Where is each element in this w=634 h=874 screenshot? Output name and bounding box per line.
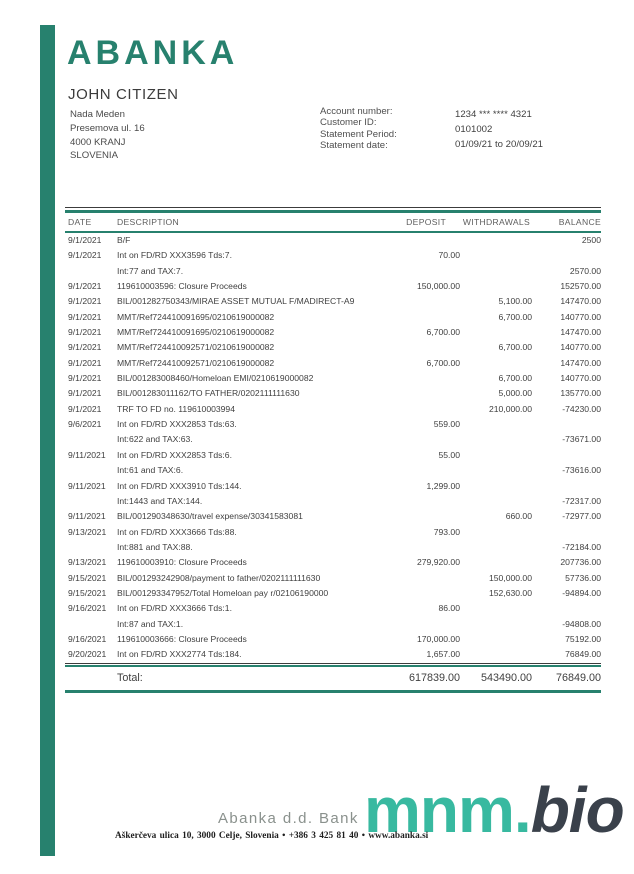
table-row: [65, 371, 601, 386]
cell-deposit: 559.00: [433, 419, 460, 430]
cell-description: [117, 340, 372, 355]
cell-date: 9/11/2021: [68, 511, 106, 522]
cell-deposit: 1,299.00: [426, 480, 460, 491]
cell-balance: -74230.00: [562, 403, 601, 414]
cell-date: 9/1/2021: [68, 403, 102, 414]
cell-deposit: 6,700.00: [426, 357, 460, 368]
cell-date: 9/1/2021: [68, 311, 102, 322]
cell-balance: -94808.00: [562, 618, 601, 629]
table-row: [65, 479, 601, 510]
description-line-1: Int on FD/RD XXX2853 Tds:6.: [117, 449, 232, 460]
description-line-1: 119610003910: Closure Proceeds: [117, 557, 247, 568]
cell-balance: 207736.00: [560, 557, 601, 568]
cell-balance: 76849.00: [565, 649, 601, 660]
total-withdrawals: 543490.00: [480, 671, 532, 684]
col-header-date: DATE: [68, 217, 92, 227]
table-row: [65, 601, 601, 632]
cell-date: 9/16/2021: [68, 603, 107, 614]
table-row: [65, 525, 601, 556]
col-header-deposit: DEPOSIT: [406, 217, 446, 227]
description-line-2: Int:622 and TAX:63.: [117, 434, 193, 445]
cell-description: [117, 586, 372, 601]
cell-balance: -72977.00: [562, 511, 601, 522]
description-line-1: BIL/001283011162/TO FATHER/0202111111630: [117, 388, 300, 399]
cell-date: 9/1/2021: [68, 342, 102, 353]
cell-withdrawal: 210,000.00: [488, 403, 532, 414]
transactions-table: [65, 207, 601, 693]
table-row: [65, 386, 601, 401]
cell-balance: 75192.00: [565, 633, 601, 644]
cell-description: [117, 555, 372, 570]
cell-deposit: 170,000.00: [416, 633, 460, 644]
description-line-2: Int:61 and TAX:6.: [117, 465, 184, 476]
cell-deposit: 150,000.00: [416, 281, 460, 292]
account-info-value: 0101002: [455, 124, 493, 136]
account-info-label: Statement Period:: [320, 128, 397, 140]
cell-date: 9/6/2021: [68, 419, 102, 430]
cell-balance: 147470.00: [560, 296, 601, 307]
cell-balance: -72184.00: [562, 541, 601, 552]
total-balance: 76849.00: [555, 671, 601, 684]
cell-date: 9/16/2021: [68, 633, 107, 644]
cell-balance: -72317.00: [562, 495, 601, 506]
cell-description: [117, 402, 372, 417]
col-header-balance: BALANCE: [558, 217, 601, 227]
description-line-1: 119610003666: Closure Proceeds: [117, 633, 247, 644]
cell-date: 9/1/2021: [68, 281, 102, 292]
cell-date: 9/15/2021: [68, 572, 107, 583]
cell-balance: 147470.00: [560, 357, 601, 368]
cell-date: 9/1/2021: [68, 357, 102, 368]
cell-withdrawal: 660.00: [505, 511, 532, 522]
address-line: SLOVENIA: [70, 150, 118, 162]
col-header-withdrawals: WITHDRAWALS: [462, 217, 530, 227]
footer-address: Aškerčeva ulica 10, 3000 Celje, Slovenia • +386 3 425 81 40 • www.abanka.si: [115, 831, 429, 841]
cell-date: 9/1/2021: [68, 327, 102, 338]
cell-description: [117, 647, 372, 662]
description-line-1: MMT/Ref724410092571/0210619000082: [117, 342, 275, 353]
description-line-1: MMT/Ref724410092571/0210619000082: [117, 357, 275, 368]
cell-date: 9/13/2021: [68, 526, 107, 537]
cell-date: 9/11/2021: [68, 449, 106, 460]
description-line-1: 119610003596: Closure Proceeds: [117, 281, 247, 292]
cell-description: [117, 417, 372, 448]
cell-balance: 147470.00: [560, 327, 601, 338]
table-row: [65, 248, 601, 279]
cell-balance: -73671.00: [562, 434, 601, 445]
cell-description: [117, 601, 372, 632]
table-row: [65, 294, 601, 309]
cell-withdrawal: 5,100.00: [498, 296, 532, 307]
cell-description: [117, 325, 372, 340]
cell-date: 9/11/2021: [68, 480, 106, 491]
description-line-1: Int on FD/RD XXX3666 Tds:88.: [117, 526, 237, 537]
cell-description: [117, 525, 372, 556]
cell-balance: 57736.00: [565, 572, 601, 583]
address-line: 4000 KRANJ: [70, 136, 126, 148]
description-line-2: Int:881 and TAX:88.: [117, 541, 193, 552]
cell-date: 9/15/2021: [68, 587, 107, 598]
table-row: [65, 647, 601, 662]
table-row: [65, 571, 601, 586]
table-row: [65, 402, 601, 417]
description-line-1: Int on FD/RD XXX2853 Tds:63.: [117, 419, 237, 430]
cell-balance: 152570.00: [560, 281, 601, 292]
cell-balance: 140770.00: [560, 311, 601, 322]
cell-description: [117, 371, 372, 386]
table-row: [65, 356, 601, 371]
cell-date: 9/1/2021: [68, 373, 102, 384]
cell-description: [117, 509, 372, 524]
account-info-labels: [320, 106, 450, 151]
cell-balance: 2570.00: [569, 265, 601, 276]
cell-balance: 140770.00: [560, 342, 601, 353]
watermark-bio: bio: [530, 774, 624, 846]
account-info-value: 1234 *** **** 4321: [455, 109, 532, 120]
cell-withdrawal: 150,000.00: [488, 572, 532, 583]
cell-withdrawal: 6,700.00: [498, 342, 532, 353]
table-row: [65, 417, 601, 448]
cell-description: [117, 294, 372, 309]
cell-balance: 140770.00: [560, 373, 601, 384]
address-line: Nada Meden: [70, 109, 125, 120]
description-line-1: BIL/001293347952/Total Homeloan pay r/02106190000: [117, 587, 329, 598]
table-bottom-rule: [65, 690, 601, 693]
cell-description: [117, 279, 372, 294]
cell-description: [117, 571, 372, 586]
total-label: Total:: [117, 671, 143, 684]
cell-balance: -94894.00: [562, 587, 601, 598]
cell-description: [117, 632, 372, 647]
cell-description: [117, 479, 372, 510]
address-line: Presemova ul. 16: [70, 122, 145, 134]
cell-deposit: 6,700.00: [426, 327, 460, 338]
customer-address: [70, 108, 145, 163]
description-line-1: TRF TO FD no. 119610003994: [117, 403, 235, 414]
cell-date: 9/20/2021: [68, 649, 107, 660]
description-line-1: BIL/001283008460/Homeloan EMI/0210619000082: [117, 373, 314, 384]
account-info-value: 01/09/21 to 20/09/21: [455, 139, 544, 151]
account-info-values: [455, 107, 625, 153]
description-line-2: Int:87 and TAX:1.: [117, 618, 184, 629]
account-info-label: Account number:: [320, 106, 393, 117]
cell-deposit: 279,920.00: [416, 557, 460, 568]
description-line-2: Int:1443 and TAX:144.: [117, 495, 203, 506]
cell-date: 9/13/2021: [68, 557, 107, 568]
account-info-label: Customer ID:: [320, 117, 377, 129]
cell-description: [117, 386, 372, 401]
table-row: [65, 448, 601, 479]
cell-withdrawal: 152,630.00: [488, 587, 532, 598]
cell-withdrawal: 5,000.00: [498, 388, 532, 399]
cell-deposit: 793.00: [433, 526, 460, 537]
table-row: [65, 279, 601, 294]
cell-date: 9/1/2021: [68, 296, 102, 307]
table-rows: [65, 233, 601, 663]
cell-description: [117, 310, 372, 325]
brand-accent-bar: [40, 25, 55, 856]
description-line-1: Int on FD/RD XXX3910 Tds:144.: [117, 480, 242, 491]
description-line-1: MMT/Ref724410091695/0210619000082: [117, 311, 275, 322]
cell-description: [117, 248, 372, 279]
total-deposit: 617839.00: [408, 671, 460, 684]
cell-date: 9/1/2021: [68, 250, 102, 261]
table-row: [65, 233, 601, 248]
cell-description: [117, 356, 372, 371]
cell-date: 9/1/2021: [68, 388, 102, 399]
cell-balance: -73616.00: [562, 465, 601, 476]
cell-balance: 135770.00: [560, 388, 601, 399]
cell-deposit: 86.00: [438, 603, 460, 614]
description-line-1: B/F: [117, 235, 131, 245]
customer-name: JOHN CITIZEN: [68, 86, 179, 103]
cell-balance: 2500: [581, 235, 601, 245]
table-row: [65, 555, 601, 570]
total-row: [65, 667, 601, 690]
table-row: [65, 310, 601, 325]
cell-deposit: 55.00: [438, 449, 460, 460]
cell-description: [117, 233, 372, 248]
table-row: [65, 340, 601, 355]
cell-description: [117, 448, 372, 479]
table-row: [65, 325, 601, 340]
table-row: [65, 632, 601, 647]
description-line-2: Int:77 and TAX:7.: [117, 265, 184, 276]
cell-withdrawal: 6,700.00: [498, 311, 532, 322]
table-header-row: [65, 213, 601, 231]
footer-bank-name: Abanka d.d. Bank: [218, 810, 359, 827]
description-line-1: BIL/001282750343/MIRAE ASSET MUTUAL F/MADIRECT-A9: [117, 296, 355, 307]
cell-deposit: 1,657.00: [426, 649, 460, 660]
cell-deposit: 70.00: [438, 250, 460, 261]
table-row: [65, 509, 601, 524]
table-row: [65, 586, 601, 601]
description-line-1: BIL/001290348630/travel expense/30341583081: [117, 511, 303, 522]
description-line-1: Int on FD/RD XXX3596 Tds:7.: [117, 250, 232, 261]
description-line-1: BIL/001293242908/payment to father/0202111111630: [117, 572, 321, 583]
description-line-1: Int on FD/RD XXX2774 Tds:184.: [117, 649, 242, 660]
bank-logo: ABANKA: [67, 34, 239, 72]
watermark-mnm: mnm.: [364, 774, 531, 846]
description-line-1: MMT/Ref724410091695/0210619000082: [117, 327, 275, 338]
cell-withdrawal: 6,700.00: [498, 373, 532, 384]
description-line-1: Int on FD/RD XXX3666 Tds:1.: [117, 603, 232, 614]
account-info-label: Statement date:: [320, 139, 388, 151]
cell-date: 9/1/2021: [68, 235, 102, 245]
col-header-description: DESCRIPTION: [117, 217, 180, 227]
